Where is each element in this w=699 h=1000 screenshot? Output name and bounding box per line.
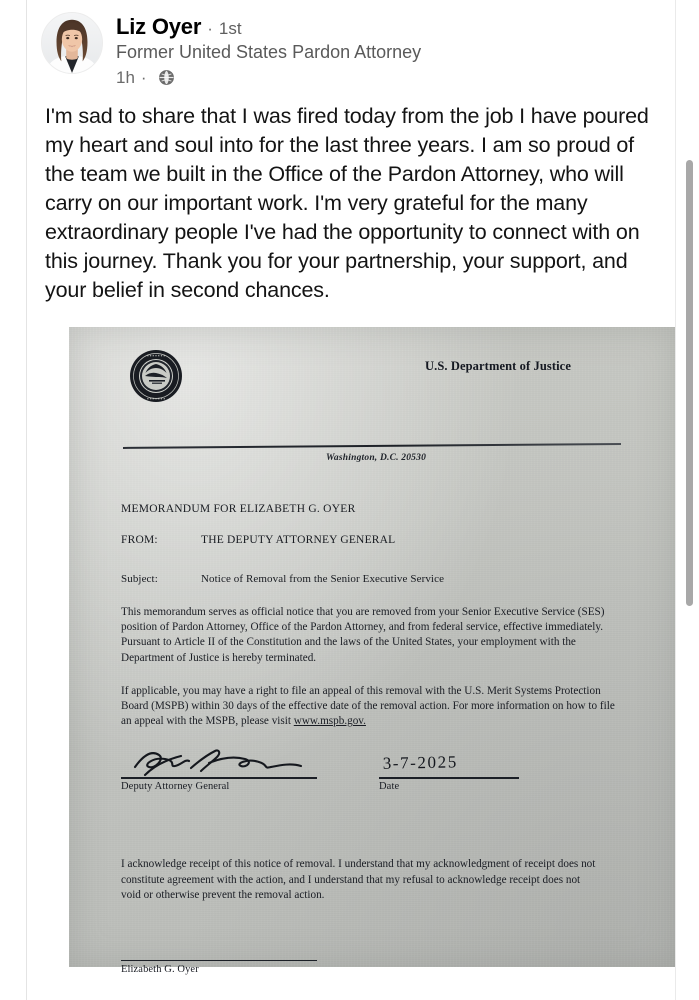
- doj-seal-icon: [129, 349, 183, 403]
- post-meta: [116, 68, 421, 88]
- signature-caption: Deputy Attorney General: [121, 780, 230, 792]
- connection-degree: 1st: [218, 19, 242, 38]
- recipient-caption: Elizabeth G. Oyer: [121, 964, 199, 976]
- memo-to-line: MEMORANDUM FOR ELIZABETH G. OYER: [121, 502, 356, 515]
- feed-column: [27, 0, 675, 1000]
- signature-rule: [121, 777, 317, 779]
- handwritten-signature: [121, 751, 331, 777]
- date-rule: [379, 777, 519, 779]
- post-text[interactable]: I'm sad to share that I was fired today from the job I have poured my heart and soul into for the last three years. I am so proud of the team we built in the Office of the Pardon Attorney, who will carry on our important work. I'm very grateful for the many extraordinary people I've had the opportunity to connect with on this journey. Thank you for your partnership, your support, and your belief in second chances.: [45, 103, 649, 302]
- department-title: U.S. Department of Justice: [425, 358, 571, 373]
- date-caption: Date: [379, 780, 400, 792]
- author-identity: [116, 12, 421, 88]
- scrollbar-thumb[interactable]: [686, 160, 693, 606]
- memo-subject-label: Subject:: [121, 572, 158, 585]
- memo-subject-line: [117, 573, 627, 585]
- recipient-signature-block: [117, 960, 627, 976]
- memo-from-label: FROM:: [121, 533, 158, 546]
- right-gutter: [675, 0, 699, 1000]
- document-content: [69, 327, 675, 976]
- letterhead-city: Washington, D.C. 20530: [325, 452, 427, 463]
- signature-column: [121, 751, 331, 792]
- author-name[interactable]: Liz Oyer: [116, 14, 202, 39]
- acknowledgment-paragraph: I acknowledge receipt of this notice of removal. I understand that my acknowledgment of receipt does not constitute agreement with the action, and I understand that my refusal to acknowledge receipt does not void or otherwise prevent the removal action.: [121, 858, 596, 902]
- letterhead: [117, 327, 627, 445]
- post-card: [27, 0, 675, 976]
- post-timestamp: 1h: [116, 67, 135, 87]
- letterhead-rule-row: [117, 445, 627, 479]
- mspb-link[interactable]: www.mspb.gov.: [293, 715, 366, 728]
- memo-subject-value: Notice of Removal from the Senior Executive Service: [201, 572, 445, 585]
- memo-paragraph-2-text: If applicable, you may have a right to file an appeal of this removal with the U.S. Merit Systems Protection Board (MSPB) within 30 days of the effective date of the removal action. For more information on how to file an appeal with the MSPB, please visit: [121, 684, 615, 728]
- date-column: [379, 751, 539, 792]
- post-attachment-image[interactable]: [69, 327, 675, 976]
- avatar[interactable]: [41, 12, 103, 74]
- profile-photo-icon: [42, 13, 102, 73]
- memo-paragraph-2: [117, 684, 627, 730]
- svg-text:★ ★ ★ ★ ★ ★ ★: ★ ★ ★ ★ ★ ★ ★: [146, 354, 166, 358]
- author-headline: Former United States Pardon Attorney: [116, 42, 422, 63]
- name-separator: ·: [207, 19, 213, 38]
- memo-paragraph-1: This memorandum serves as official notice that you are removed from your Senior Executive Service (SES) position of Pardon Attorney, Office of the Pardon Attorney, and from federal service, effective immediately. Pursuant to Article II of the Constitution and the laws of the United States, your employment with the Department of Justice is hereby terminated.: [121, 605, 605, 664]
- post-header: [27, 0, 675, 88]
- signature-block: [117, 751, 627, 809]
- memo-from-value: THE DEPUTY ATTORNEY GENERAL: [201, 533, 396, 546]
- author-name-row: [116, 14, 421, 39]
- recipient-rule: [121, 960, 317, 962]
- scrollbar-track[interactable]: [686, 0, 693, 1000]
- left-gutter: [0, 0, 27, 1000]
- meta-separator: ·: [140, 67, 147, 87]
- date-value: 3-7-2025: [382, 752, 459, 774]
- document-photo: [69, 327, 675, 976]
- svg-text:★ ★ ★ ★ ★ ★ ★: ★ ★ ★ ★ ★ ★ ★: [146, 397, 166, 401]
- globe-icon: [158, 69, 175, 86]
- memo-from-line: [117, 534, 627, 546]
